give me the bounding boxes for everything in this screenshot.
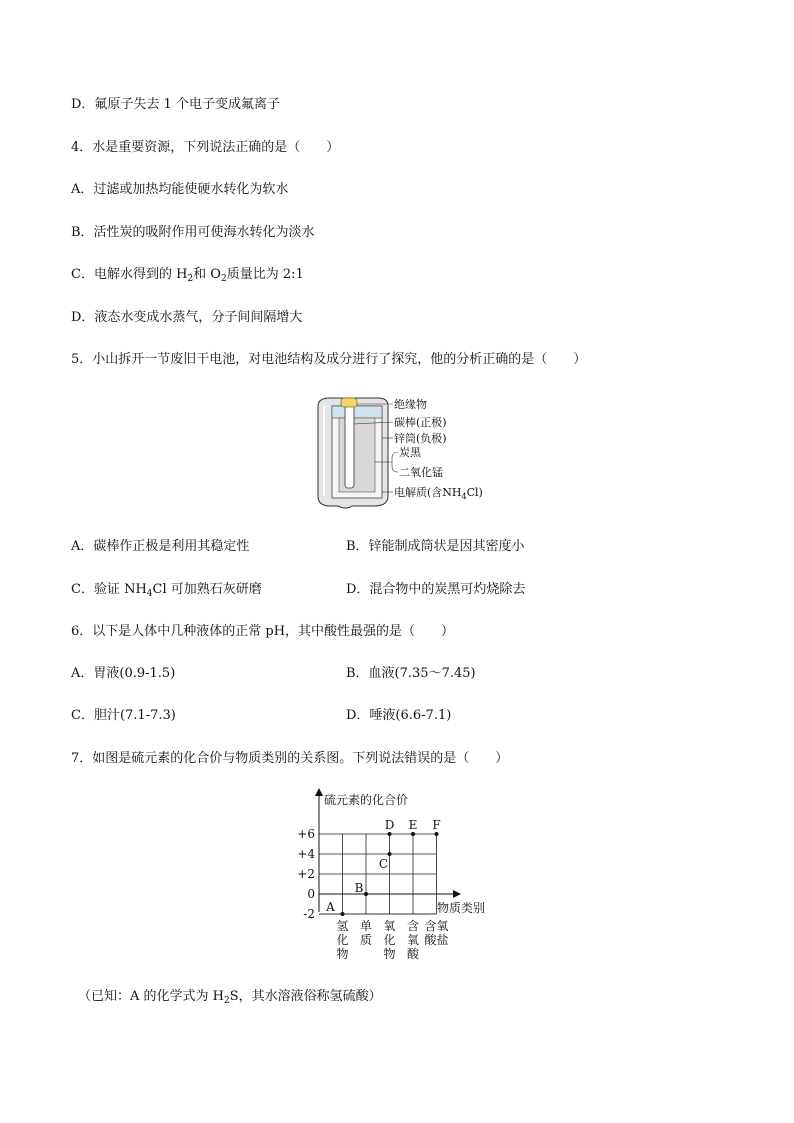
dry-cell-diagram — [308, 392, 488, 512]
x-category-label: 氧 — [406, 933, 420, 947]
q5-option-c-prefix: C．验证 NH — [71, 582, 147, 597]
label-insulator: 绝缘物 — [394, 398, 427, 411]
label-carbon-rod: 碳棒(正极) — [394, 416, 447, 429]
q4-option-a: A．过滤或加热均能使硬水转化为软水 — [71, 182, 289, 197]
data-point-E — [411, 832, 415, 836]
subscript: 2 — [224, 996, 230, 1006]
x-category-label: 氧 — [383, 919, 396, 933]
x-category-label: 酸 — [406, 947, 420, 961]
q7-note — [78, 988, 382, 1006]
x-axis-label: 物质类别 — [437, 901, 486, 915]
chart-grid — [319, 834, 437, 914]
data-point-B — [364, 892, 368, 896]
y-axis-label: 硫元素的化合价 — [324, 793, 409, 807]
cap — [341, 398, 357, 407]
y-tick-label: +4 — [297, 847, 315, 861]
point-label: B — [354, 881, 364, 895]
q5-option-a: A．碳棒作正极是利用其稳定性 — [71, 539, 250, 554]
q6-option-b: B．血液(7.35～7.45) — [346, 666, 476, 681]
q4-option-c-prefix: C．电解水得到的 H — [71, 267, 188, 282]
insulator — [332, 406, 382, 418]
q6-option-c: C．胆汁(7.1-7.3) — [71, 708, 176, 723]
y-tick-label: -2 — [303, 907, 315, 921]
point-label: F — [432, 818, 441, 832]
x-category-label: 化 — [383, 933, 396, 947]
x-category-label: 化 — [336, 933, 349, 947]
q4-option-b: B．活性炭的吸附作用可使海水转化为淡水 — [71, 225, 315, 240]
y-tick-label: +2 — [297, 867, 315, 881]
data-point-D — [388, 832, 392, 836]
q7-note-prefix: （已知：A 的化学式为 H — [78, 989, 224, 1004]
y-tick-label: 0 — [307, 887, 315, 901]
q5-option-d: D．混合物中的炭黑可灼烧除去 — [346, 582, 526, 597]
q5-option-c — [71, 581, 262, 599]
data-point-A — [341, 912, 345, 916]
q4-option-c-mid: 和 O — [193, 267, 221, 282]
label-carbon-black: 炭黑 — [399, 446, 421, 459]
q7-stem: 7．如图是硫元素的化合价与物质类别的关系图。下列说法错误的是（ ） — [71, 751, 509, 766]
point-label: E — [408, 818, 418, 832]
q3-option-d: D．氟原子失去 1 个电子变成氟离子 — [71, 97, 280, 112]
x-category-label: 物 — [383, 947, 396, 961]
x-category-label: 质 — [359, 933, 373, 947]
sulfur-valence-chart — [294, 784, 504, 970]
x-category-label: 物 — [336, 947, 349, 961]
q6-stem: 6．以下是人体中几种液体的正常 pH，其中酸性最强的是（ ） — [71, 624, 455, 639]
label-electrolyte-prefix: 电解质(含NH — [394, 486, 462, 499]
x-category-label: 单 — [359, 919, 373, 933]
subscript: 2 — [187, 274, 194, 284]
x-category-label: 氢 — [336, 919, 349, 933]
q4-option-d: D．液态水变成水蒸气，分子间间隔增大 — [71, 310, 303, 325]
label-mno2: 二氧化锰 — [399, 466, 443, 479]
carbon-black-mix — [339, 418, 375, 492]
q6-option-d: D．唾液(6.6-7.1) — [346, 708, 452, 723]
point-label: A — [326, 900, 335, 914]
y-tick-label: +6 — [297, 827, 315, 841]
x-category-label: 含 — [406, 919, 420, 933]
q5-option-b: B．锌能制成筒状是因其密度小 — [346, 539, 525, 554]
label-electrolyte-suffix: Cl) — [466, 486, 483, 499]
point-label: C — [378, 857, 389, 871]
x-category-label: 含氧 — [424, 919, 449, 933]
subscript: 2 — [220, 274, 227, 284]
data-point-C — [388, 852, 392, 856]
subscript: 4 — [146, 589, 153, 599]
carbon-rod — [345, 404, 354, 488]
data-point-F — [435, 832, 439, 836]
q5-stem: 5．小山拆开一节废旧干电池，对电池结构及成分进行了探究，他的分析正确的是（ ） — [71, 352, 587, 367]
label-electrolyte — [394, 485, 483, 501]
q7-note-suffix: S，其水溶液俗称氢硫酸） — [229, 989, 382, 1004]
q6-option-a: A．胃液(0.9-1.5) — [71, 666, 176, 681]
x-category-label: 酸盐 — [424, 933, 449, 947]
q4-option-c — [71, 266, 304, 284]
q5-option-c-suffix: Cl 可加熟石灰研磨 — [152, 582, 262, 597]
label-electrolyte-sub: 4 — [461, 492, 467, 501]
q4-stem: 4．水是重要资源，下列说法正确的是（ ） — [71, 140, 340, 155]
point-label: D — [384, 818, 395, 832]
label-zinc-can: 锌筒(负极) — [394, 432, 447, 445]
q4-option-c-suffix: 质量比为 2:1 — [226, 267, 304, 282]
